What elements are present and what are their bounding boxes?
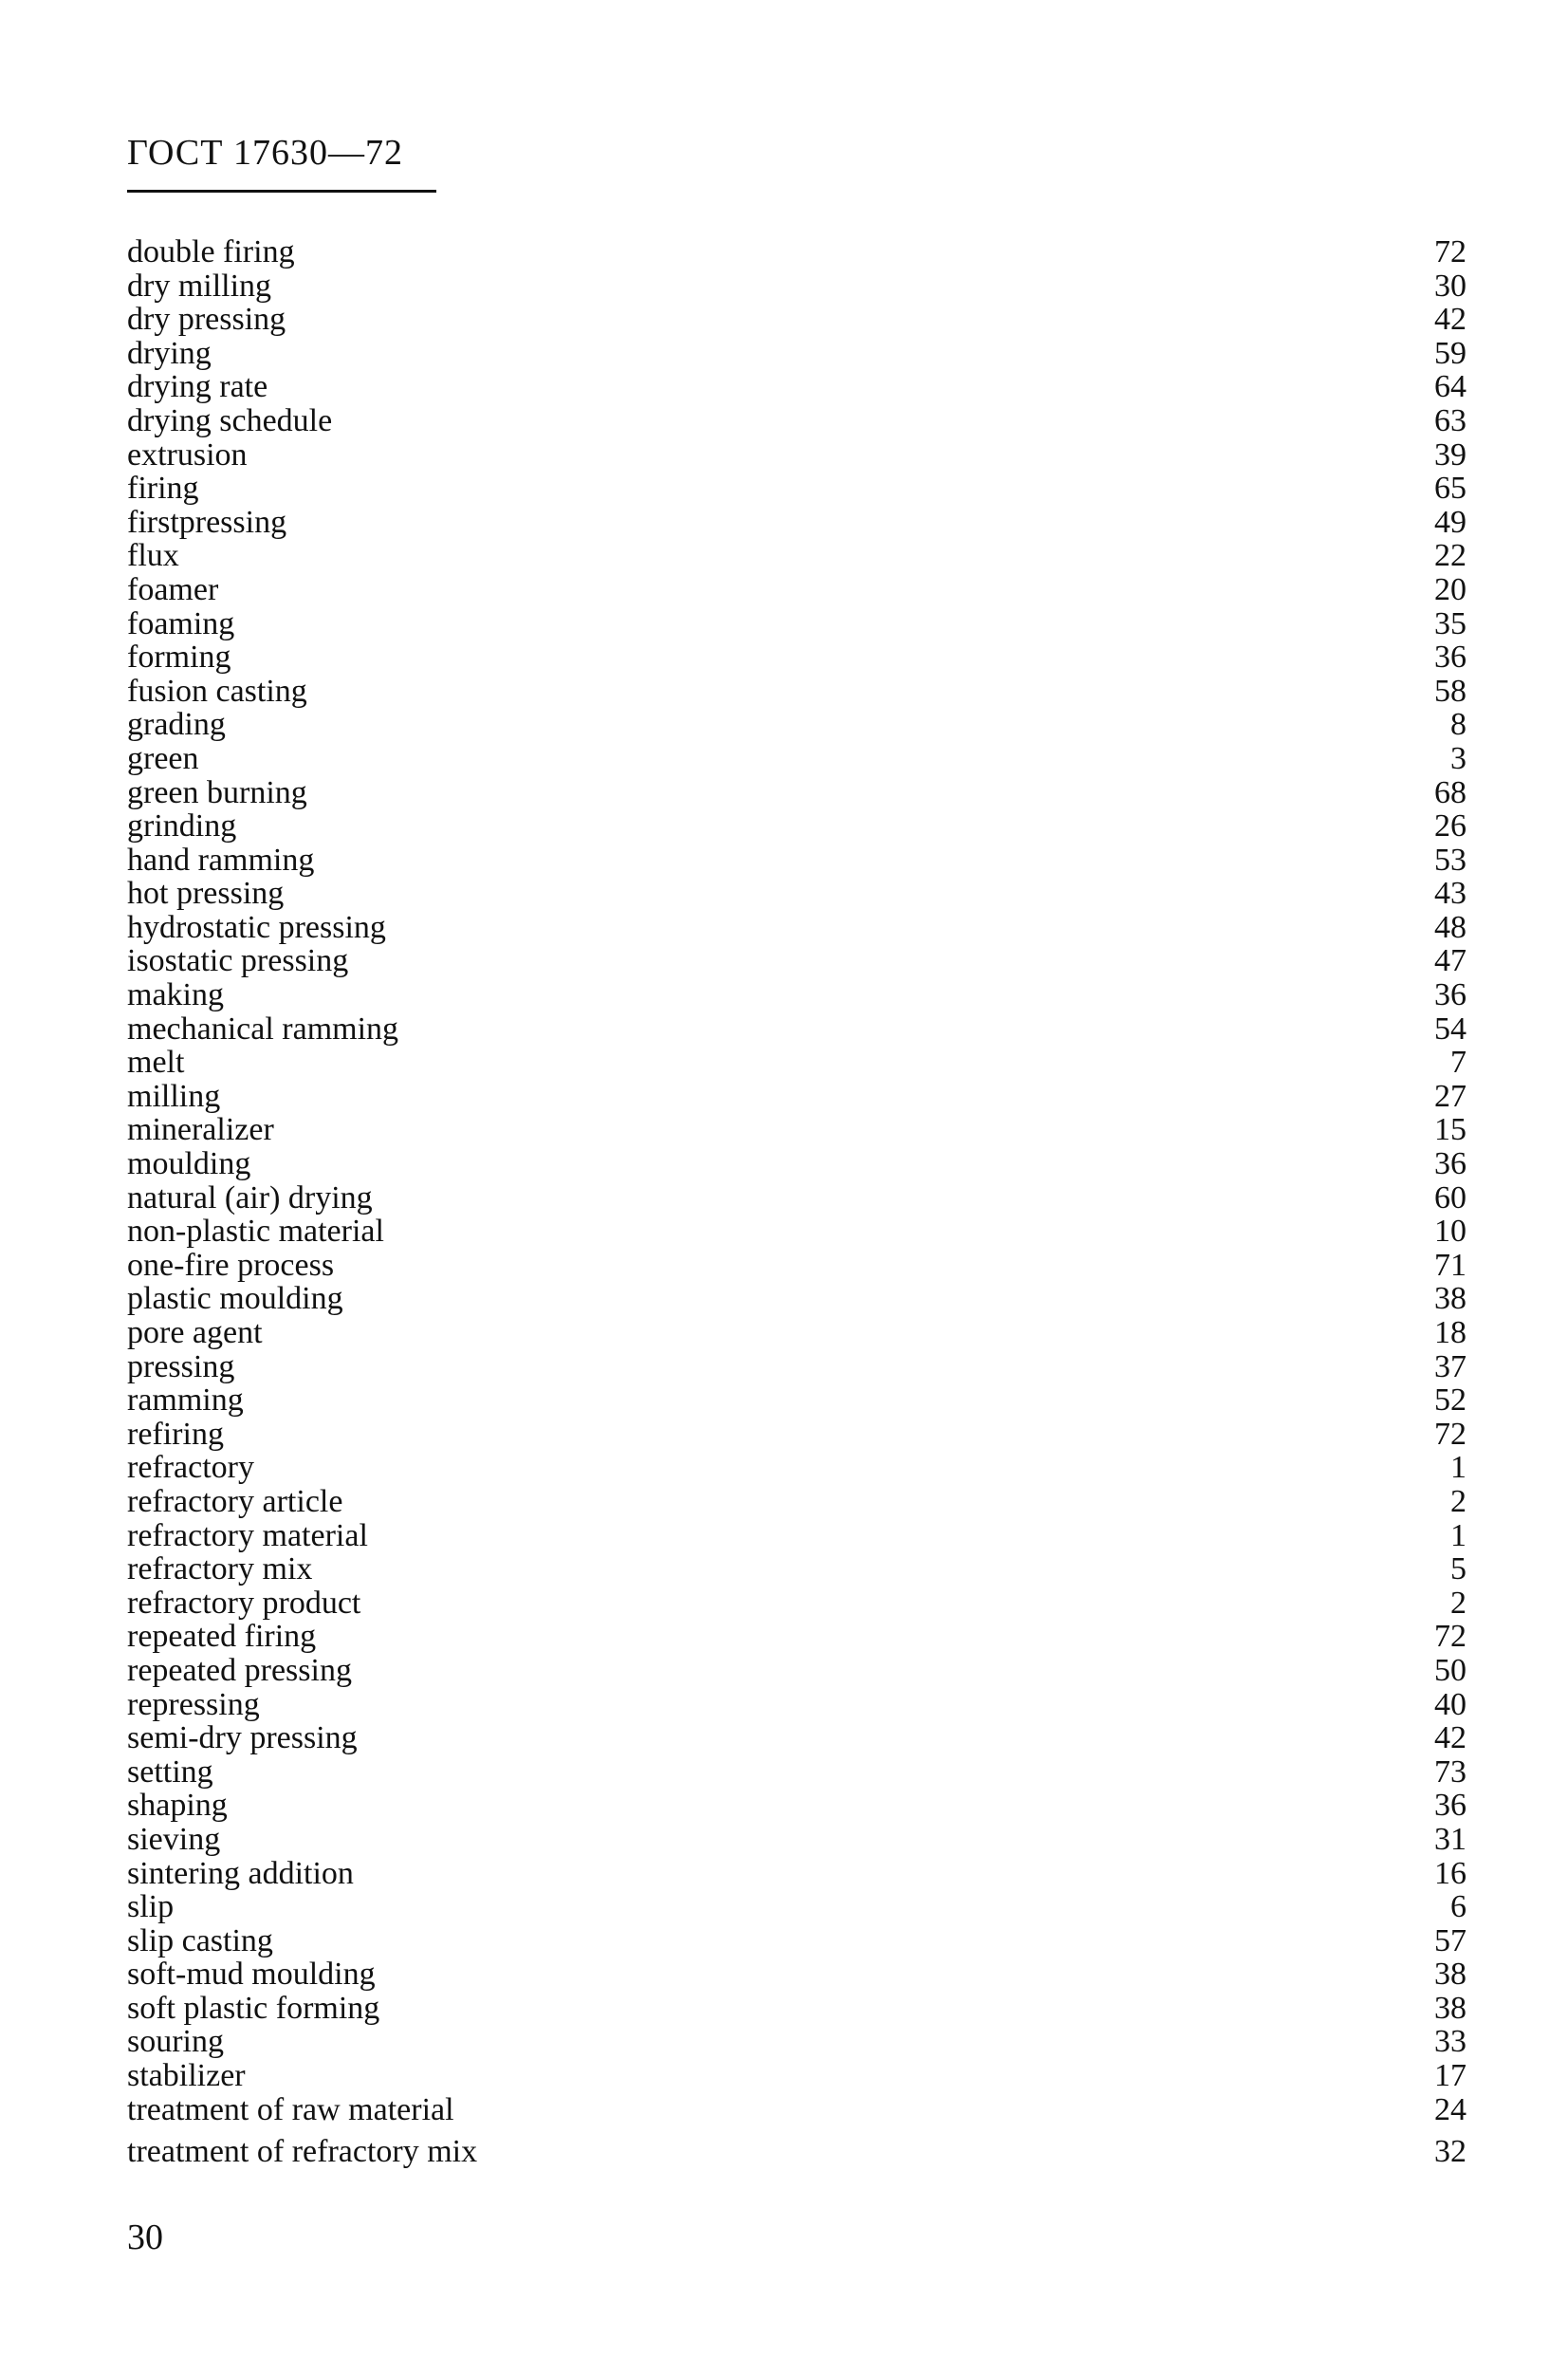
index-term: firstpressing [127, 504, 287, 540]
index-term-number: 50 [1434, 1652, 1467, 1688]
index-term-number: 37 [1434, 1348, 1467, 1384]
index-entry [127, 1451, 1467, 1485]
index-entry [127, 1924, 1467, 1958]
index-term: melt [127, 1045, 185, 1081]
index-term-number: 47 [1434, 943, 1467, 979]
index-term: slip casting [127, 1922, 273, 1958]
index-term: extrusion [127, 436, 248, 473]
index-term-number: 1 [1450, 1517, 1467, 1553]
index-term-number: 36 [1434, 1788, 1467, 1824]
index-entry [127, 2135, 1467, 2169]
index-entry [127, 303, 1467, 337]
index-term: isostatic pressing [127, 943, 349, 979]
index-term: forming [127, 640, 231, 676]
index-term-number: 27 [1434, 1078, 1467, 1114]
index-term-number: 49 [1434, 504, 1467, 540]
index-entry [127, 438, 1467, 473]
index-term-number: 43 [1434, 876, 1467, 912]
index-entry [127, 404, 1467, 438]
index-term: treatment of raw material [127, 2091, 454, 2127]
index-entry [127, 1046, 1467, 1080]
index-term-number: 48 [1434, 909, 1467, 945]
index-term: refractory article [127, 1483, 343, 1519]
index-entry [127, 1552, 1467, 1586]
index-entry [127, 506, 1467, 540]
index-term-number: 68 [1434, 774, 1467, 810]
index-term: repeated firing [127, 1619, 317, 1655]
index-entry [127, 675, 1467, 709]
index-term: dry milling [127, 268, 272, 304]
index-entry [127, 708, 1467, 742]
index-term-number: 52 [1434, 1382, 1467, 1419]
index-term: pore agent [127, 1315, 263, 1350]
index-entry [127, 539, 1467, 573]
index-entry [127, 1958, 1467, 1992]
index-term-number: 60 [1434, 1179, 1467, 1215]
index-entry [127, 370, 1467, 404]
index-term: stabilizer [127, 2058, 246, 2094]
index-term-number: 5 [1450, 1551, 1467, 1587]
index-entry [127, 1721, 1467, 1755]
index-term: pressing [127, 1348, 235, 1384]
index-term: drying [127, 335, 212, 371]
index-entry [127, 1249, 1467, 1283]
index-entry [127, 877, 1467, 911]
index-term: dry pressing [127, 302, 286, 338]
index-term-number: 59 [1434, 335, 1467, 371]
index-term: soft-mud moulding [127, 1957, 376, 1993]
index-term-number: 10 [1434, 1214, 1467, 1250]
index-entry [127, 776, 1467, 810]
index-term: drying rate [127, 369, 268, 405]
index-entry [127, 1823, 1467, 1857]
index-term: mineralizer [127, 1112, 274, 1148]
index-entry [127, 2093, 1467, 2127]
index-entry [127, 1147, 1467, 1181]
index-entry [127, 809, 1467, 844]
index-term-number: 30 [1434, 268, 1467, 304]
index-term: shaping [127, 1788, 228, 1824]
index-term-number: 32 [1434, 2134, 1467, 2170]
index-entry [127, 1383, 1467, 1418]
index-term-number: 22 [1434, 538, 1467, 574]
index-entry [127, 1181, 1467, 1215]
index-term-number: 65 [1434, 471, 1467, 507]
index-entry [127, 944, 1467, 978]
index-entry [127, 1755, 1467, 1790]
page-number: 30 [127, 2217, 163, 2257]
index-entry [127, 1519, 1467, 1553]
index-term-number: 2 [1450, 1585, 1467, 1621]
index-term-number: 36 [1434, 640, 1467, 676]
document-code: ГОСТ 17630—72 [127, 133, 403, 173]
index-term: souring [127, 2024, 224, 2060]
index-term: drying schedule [127, 402, 333, 438]
index-term-number: 54 [1434, 1011, 1467, 1047]
index-entry [127, 235, 1467, 269]
index-term-number: 42 [1434, 302, 1467, 338]
index-entry [127, 1890, 1467, 1924]
index-term: fusion casting [127, 673, 307, 709]
index-term-number: 31 [1434, 1821, 1467, 1857]
index-term-number: 36 [1434, 1146, 1467, 1182]
index-term-number: 39 [1434, 436, 1467, 473]
index-term: moulding [127, 1146, 251, 1182]
index-entry [127, 1789, 1467, 1823]
index-term: slip [127, 1889, 175, 1925]
index-term-number: 33 [1434, 2024, 1467, 2060]
index-term: semi-dry pressing [127, 1720, 358, 1756]
index-entry [127, 573, 1467, 607]
index-entry [127, 1080, 1467, 1114]
index-term: foamer [127, 571, 219, 607]
index-term: non-plastic material [127, 1214, 384, 1250]
index-entry [127, 1012, 1467, 1047]
index-term-number: 73 [1434, 1753, 1467, 1790]
index-term-number: 58 [1434, 673, 1467, 709]
index-term-number: 72 [1434, 1619, 1467, 1655]
index-term: refractory product [127, 1585, 361, 1621]
index-entry [127, 1688, 1467, 1722]
index-term: foaming [127, 605, 235, 641]
index-entry [127, 978, 1467, 1012]
index-term-number: 1 [1450, 1450, 1467, 1486]
index-term: refractory [127, 1450, 255, 1486]
index-term-number: 38 [1434, 1281, 1467, 1317]
index-term-number: 64 [1434, 369, 1467, 405]
index-entry [127, 1316, 1467, 1350]
index-term: hydrostatic pressing [127, 909, 386, 945]
index-entry [127, 1113, 1467, 1147]
index-entry [127, 1620, 1467, 1654]
index-term: one-fire process [127, 1247, 335, 1283]
index-term-number: 17 [1434, 2058, 1467, 2094]
index-entry [127, 2025, 1467, 2059]
index-term-number: 38 [1434, 1990, 1467, 2026]
index-term: grading [127, 707, 226, 743]
index-term-number: 16 [1434, 1855, 1467, 1891]
index-term-number: 35 [1434, 605, 1467, 641]
index-term: double firing [127, 234, 295, 269]
index-term: treatment of refractory mix [127, 2134, 478, 2170]
index-entry [127, 844, 1467, 878]
index-entry [127, 2059, 1467, 2093]
index-term: natural (air) drying [127, 1179, 373, 1215]
index-term: firing [127, 471, 199, 507]
index-entry [127, 1586, 1467, 1621]
index-term: refiring [127, 1416, 224, 1452]
index-term-number: 72 [1434, 234, 1467, 269]
index-term-number: 15 [1434, 1112, 1467, 1148]
index-term-number: 18 [1434, 1315, 1467, 1350]
index-entry [127, 1282, 1467, 1316]
index-entry [127, 1485, 1467, 1519]
index-term: milling [127, 1078, 221, 1114]
index-term: hot pressing [127, 876, 285, 912]
index-term: flux [127, 538, 179, 574]
index-term: repeated pressing [127, 1652, 352, 1688]
index-entry [127, 1350, 1467, 1384]
index-term: sintering addition [127, 1855, 354, 1891]
index-term: green [127, 740, 199, 776]
index-term: refractory material [127, 1517, 368, 1553]
index-term: hand ramming [127, 842, 315, 878]
index-term-number: 36 [1434, 977, 1467, 1013]
index-term: soft plastic forming [127, 1990, 380, 2026]
index-term-number: 3 [1450, 740, 1467, 776]
index-entry [127, 269, 1467, 304]
index-term-number: 2 [1450, 1483, 1467, 1519]
index-term-number: 40 [1434, 1686, 1467, 1722]
index-term: plastic moulding [127, 1281, 343, 1317]
index-term-number: 6 [1450, 1889, 1467, 1925]
index-term-number: 57 [1434, 1922, 1467, 1958]
index-term: repressing [127, 1686, 260, 1722]
index-term-number: 24 [1434, 2091, 1467, 2127]
index-term: making [127, 977, 224, 1013]
index-term: mechanical ramming [127, 1011, 399, 1047]
index-entry [127, 911, 1467, 945]
index-term-number: 42 [1434, 1720, 1467, 1756]
page-header [127, 131, 436, 193]
index-entry [127, 607, 1467, 641]
index-entry [127, 1992, 1467, 2026]
index-term-number: 20 [1434, 571, 1467, 607]
index-term: green burning [127, 774, 307, 810]
index-entry [127, 1857, 1467, 1891]
index-term: refractory mix [127, 1551, 313, 1587]
index-term-number: 72 [1434, 1416, 1467, 1452]
index-term-number: 26 [1434, 808, 1467, 844]
index-term: grinding [127, 808, 237, 844]
index-entry [127, 472, 1467, 506]
index-term-number: 7 [1450, 1045, 1467, 1081]
index-entry [127, 640, 1467, 675]
index-term: setting [127, 1753, 213, 1790]
index-term-number: 53 [1434, 842, 1467, 878]
index-term-number: 8 [1450, 707, 1467, 743]
index-term: ramming [127, 1382, 244, 1419]
header-rule [127, 190, 436, 193]
index-term-number: 38 [1434, 1957, 1467, 1993]
index-entry [127, 337, 1467, 371]
index-term-number: 63 [1434, 402, 1467, 438]
index-entry [127, 1215, 1467, 1249]
term-index-list [127, 235, 1467, 2169]
index-entry [127, 742, 1467, 776]
index-entry [127, 1654, 1467, 1688]
index-term: sieving [127, 1821, 221, 1857]
index-entry [127, 1418, 1467, 1452]
index-term-number: 71 [1434, 1247, 1467, 1283]
